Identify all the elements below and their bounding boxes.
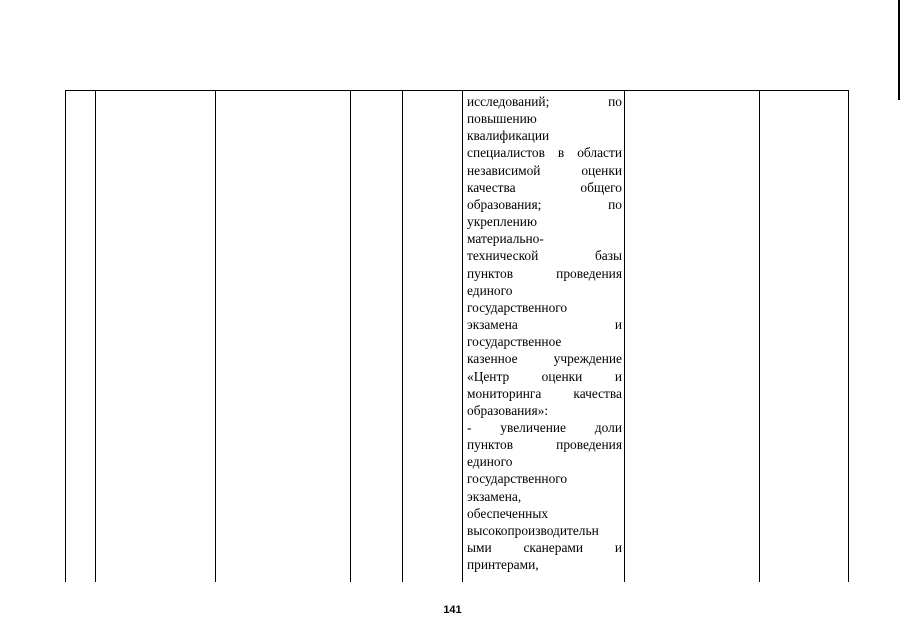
document-table bbox=[65, 90, 849, 582]
text-line: - увеличение доли bbox=[467, 419, 622, 435]
table-row bbox=[66, 91, 849, 583]
text-line: укреплению bbox=[467, 214, 537, 230]
text-line: единого bbox=[467, 282, 513, 298]
text-line: исследований; по bbox=[467, 94, 622, 109]
text-line: пунктов проведения bbox=[467, 437, 622, 453]
text-line: образования; по bbox=[467, 196, 622, 212]
table-cell-5 bbox=[403, 91, 463, 583]
text-line: экзамена, bbox=[467, 488, 522, 504]
text-line: пунктов проведения bbox=[467, 265, 622, 281]
text-line: мониторинга качества bbox=[467, 385, 622, 401]
text-line: экзамена и bbox=[467, 317, 622, 333]
text-line: повышению bbox=[467, 111, 537, 127]
scan-edge-mark bbox=[898, 0, 900, 100]
cell-paragraph bbox=[463, 91, 624, 573]
text-line: казенное учреждение bbox=[467, 351, 622, 367]
text-line: «Центр оценки и bbox=[467, 368, 622, 384]
text-line: материально- bbox=[467, 231, 544, 247]
page-number: 141 bbox=[443, 604, 462, 616]
text-line: государственного bbox=[467, 471, 568, 487]
text-line: специалистов в области bbox=[467, 145, 622, 161]
table-cell-2 bbox=[96, 91, 216, 583]
text-line: качества общего bbox=[467, 179, 622, 195]
text-line: технической базы bbox=[467, 248, 622, 264]
text-line: государственное bbox=[467, 334, 562, 350]
text-line: ыми сканерами и bbox=[467, 540, 622, 556]
table-cell-1 bbox=[66, 91, 96, 583]
text-line: квалификации bbox=[467, 128, 550, 144]
table-cell-text bbox=[463, 91, 625, 583]
table-cell-4 bbox=[351, 91, 403, 583]
text-line: государственного bbox=[467, 299, 568, 315]
table-cell-3 bbox=[216, 91, 351, 583]
text-line: образования»: bbox=[467, 402, 549, 418]
text-line: независимой оценки bbox=[467, 162, 622, 178]
text-line: обеспеченных bbox=[467, 505, 549, 521]
text-line: единого bbox=[467, 454, 513, 470]
text-line: высокопроизводительн bbox=[467, 522, 599, 538]
table-cell-8 bbox=[760, 91, 849, 583]
text-line: принтерами, bbox=[467, 557, 539, 573]
table-cell-7 bbox=[625, 91, 760, 583]
